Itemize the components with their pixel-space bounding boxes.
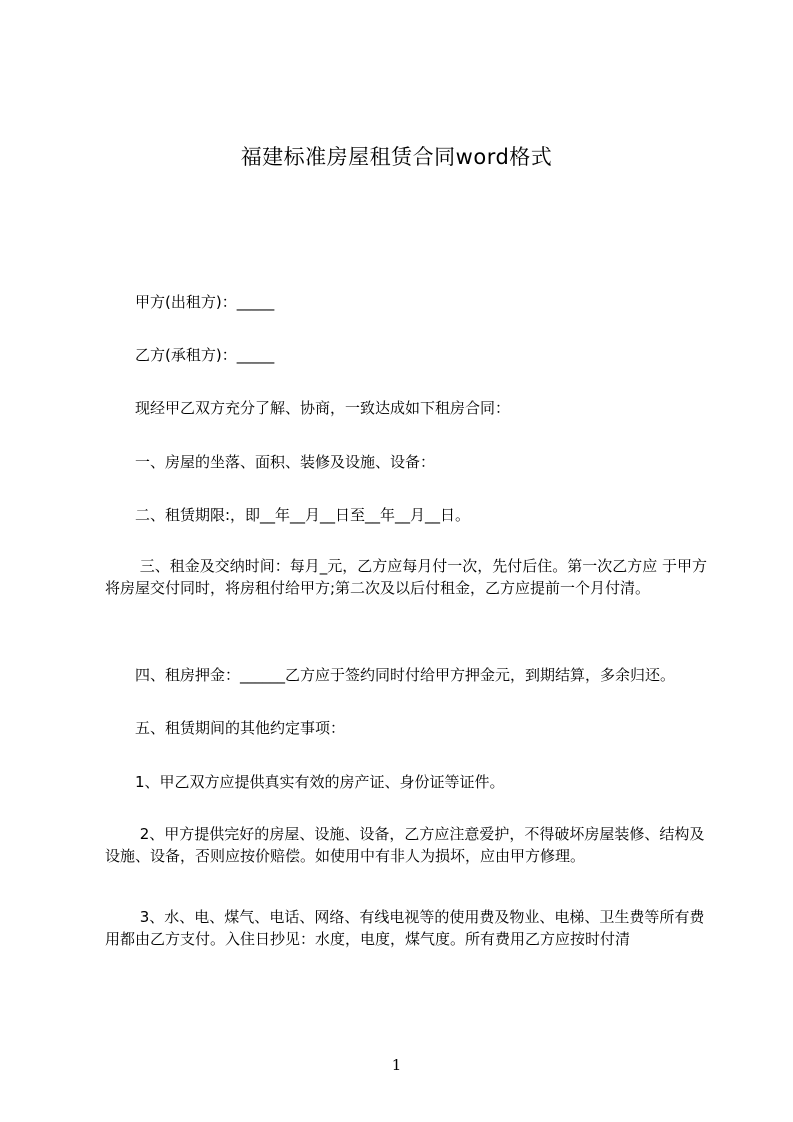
clause-5-item-3: 3、水、电、煤气、电话、网络、有线电视等的使用费及物业、电梯、卫生费等所有费用都由乙方支付。入住日抄见：水度，电度，煤气度。所有费用乙方应按时付清 — [105, 908, 705, 948]
agreement-intro: 现经甲乙双方充分了解、协商，一致达成如下租房合同： — [105, 399, 511, 417]
party-a-line: 甲方(出租方)：_____ — [105, 293, 275, 311]
clause-5-heading: 五、租赁期间的其他约定事项： — [105, 719, 346, 737]
clause-2-term: 二、租赁期限:，即__年__月__日至__年__月__日。 — [105, 506, 471, 524]
clause-1-premises: 一、房屋的坐落、面积、装修及设施、设备： — [105, 453, 436, 471]
party-b-line: 乙方(承租方)：_____ — [105, 346, 275, 364]
clause-5-item-2: 2、甲方提供完好的房屋、设施、设备，乙方应注意爱护，不得破坏房屋装修、结构及设施、设备，否则应按价赔偿。如使用中有非人为损坏，应由甲方修理。 — [105, 825, 705, 865]
clause-3-rent: 三、租金及交纳时间：每月_元，乙方应每月付一次，先付后住。第一次乙方应 于甲方将房屋交付同时，将房租付给甲方;第二次及以后付租金，乙方应提前一个月付清。 — [105, 557, 708, 597]
page-number: 1 — [391, 1056, 402, 1074]
page-title: 福建标准房屋租赁合同word格式 — [240, 145, 553, 169]
clause-5-item-1: 1、甲乙双方应提供真实有效的房产证、身份证等证件。 — [105, 773, 505, 791]
clause-4-deposit: 四、租房押金：______乙方应于签约同时付给甲方押金元，到期结算，多余归还。 — [105, 666, 676, 684]
